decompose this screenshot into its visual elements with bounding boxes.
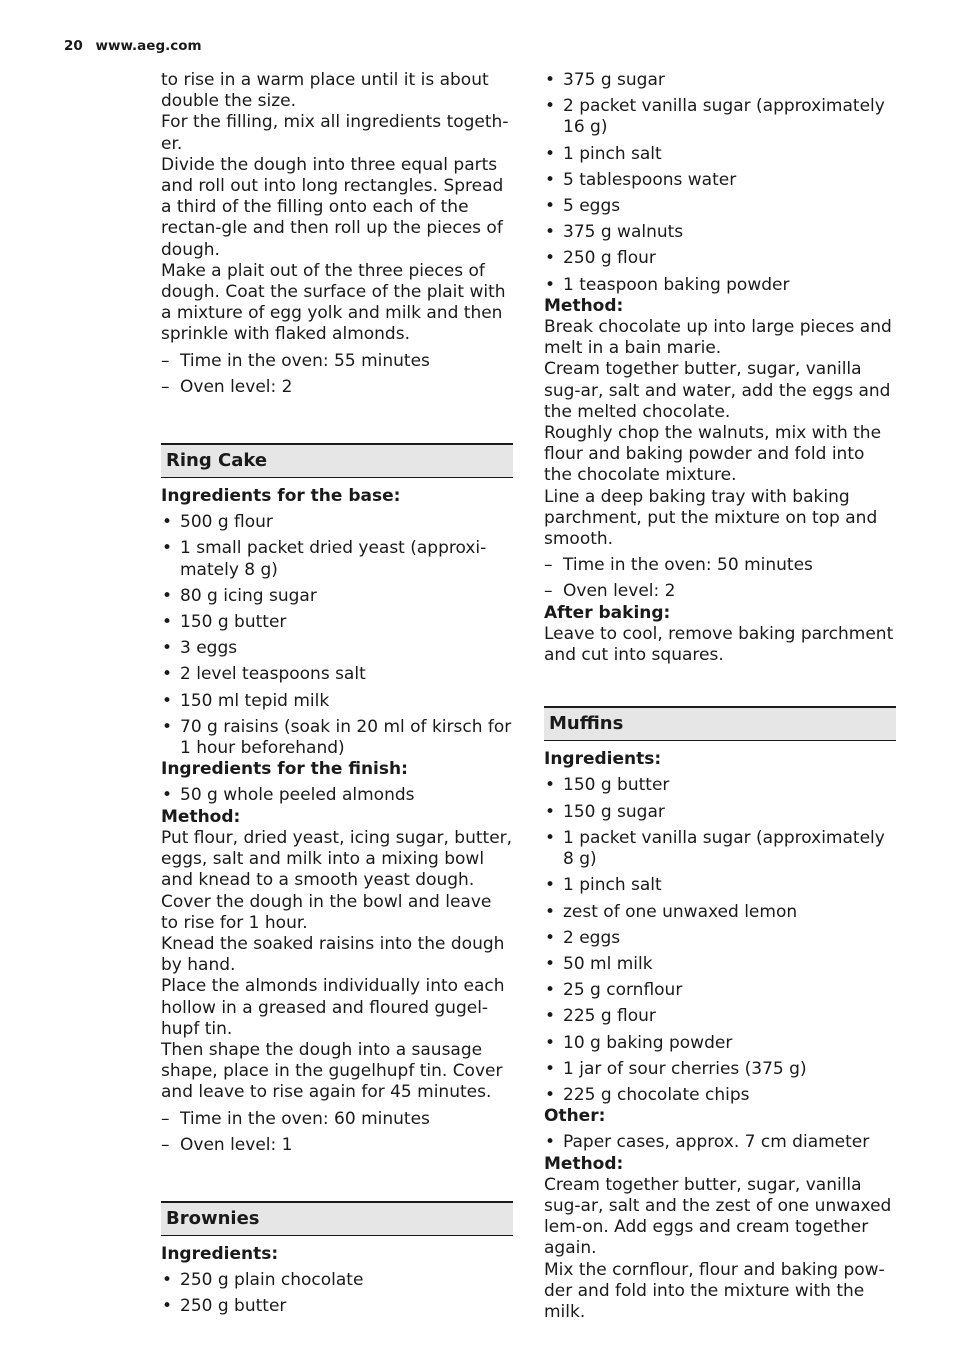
list-item: • 1 pinch salt <box>544 144 896 165</box>
ingredients-label: Ingredients: <box>544 749 662 770</box>
other-items-list <box>544 1132 896 1153</box>
list-item: • 150 g butter <box>544 775 896 796</box>
list-item: • 1 small packet dried yeast (approxi-mately 8 g) <box>161 538 513 580</box>
paragraph: Then shape the dough into a sausage shape, place in the gugelhupf tin. Cover and leave to rise again for 45 minutes. <box>161 1039 503 1103</box>
website-url[interactable]: www.aeg.com <box>95 38 202 54</box>
list-item: • 375 g walnuts <box>544 222 896 243</box>
paragraph: Mix the cornflour, flour and baking pow-der and fold into the mixture with the milk. <box>544 1259 885 1322</box>
list-item: • Paper cases, approx. 7 cm diameter <box>544 1132 896 1153</box>
list-item: • 3 eggs <box>161 638 513 659</box>
oven-level: – Oven level: 1 <box>161 1135 513 1156</box>
paragraph: Place the almonds individually into each hollow in a greased and floured gugel-hupf tin. <box>161 976 505 1039</box>
muffins-ingredients-list <box>544 775 896 1106</box>
list-item: • 250 g butter <box>161 1296 513 1317</box>
other-label: Other: <box>544 1106 606 1127</box>
list-item: • 70 g raisins (soak in 20 ml of kirsch for 1 hour beforehand) <box>161 717 513 759</box>
page-number: 20 <box>64 38 83 54</box>
list-item: • 5 tablespoons water <box>544 170 896 191</box>
right-column <box>544 70 896 1323</box>
list-item: • 250 g flour <box>544 248 896 269</box>
list-item: • 500 g flour <box>161 512 513 533</box>
oven-level: – Oven level: 2 <box>544 581 896 602</box>
list-item: • 2 level teaspoons salt <box>161 664 513 685</box>
paragraph: Make a plait out of the three pieces of dough. Coat the surface of the plait with a mixture of egg yolk and milk and then sprinkle with flaked almonds. <box>161 260 506 345</box>
ingredients-label: Ingredients: <box>161 1243 279 1264</box>
oven-level: – Oven level: 2 <box>161 377 513 398</box>
base-ingredients-list <box>161 512 513 759</box>
oven-time: – Time in the oven: 55 minutes <box>161 351 513 372</box>
list-item: • zest of one unwaxed lemon <box>544 902 896 923</box>
brownies-ingredients-list <box>161 1270 513 1317</box>
section-title-ring-cake: Ring Cake <box>161 443 513 478</box>
list-item: • 150 g sugar <box>544 802 896 823</box>
section-title-brownies: Brownies <box>161 1201 513 1236</box>
finish-ingredients-label: Ingredients for the finish: <box>161 759 408 780</box>
base-ingredients-label: Ingredients for the base: <box>161 486 401 507</box>
list-item: • 150 g butter <box>161 612 513 633</box>
after-baking-label: After baking: <box>544 602 671 623</box>
oven-time: – Time in the oven: 50 minutes <box>544 555 896 576</box>
list-item: • 2 packet vanilla sugar (approximately 16 g) <box>544 96 896 138</box>
paragraph: Roughly chop the walnuts, mix with the flour and baking powder and fold into the chocolate mixture. <box>544 423 882 486</box>
list-item: • 250 g plain chocolate <box>161 1270 513 1291</box>
section-title-muffins: Muffins <box>544 706 896 741</box>
list-item: • 25 g cornflour <box>544 980 896 1001</box>
brownies-ingredients-list-cont <box>544 70 896 296</box>
paragraph: For the filling, mix all ingredients togeth-er. <box>161 112 509 154</box>
paragraph: Break chocolate up into large pieces and melt in a bain marie. <box>544 317 892 359</box>
list-item: • 150 ml tepid milk <box>161 691 513 712</box>
paragraph: Put flour, dried yeast, icing sugar, butter, eggs, salt and milk into a mixing bowl and knead to a smooth yeast dough. Cover the dough in the bowl and leave to rise for 1 hour. <box>161 827 513 933</box>
list-item: • 1 teaspoon baking powder <box>544 275 896 296</box>
paragraph: to rise in a warm place until it is about double the size. <box>161 70 489 112</box>
list-item: • 375 g sugar <box>544 70 896 91</box>
list-item: • 10 g baking powder <box>544 1033 896 1054</box>
paragraph: Leave to cool, remove baking parchment and cut into squares. <box>544 623 894 666</box>
list-item: • 225 g chocolate chips <box>544 1085 896 1106</box>
list-item: • 1 jar of sour cherries (375 g) <box>544 1059 896 1080</box>
paragraph: Cream together butter, sugar, vanilla sug-ar, salt and water, add the eggs and the melted chocolate. <box>544 359 891 422</box>
method-label: Method: <box>161 806 241 827</box>
list-item: • 1 packet vanilla sugar (approximately 8 g) <box>544 828 896 870</box>
paragraph: Knead the soaked raisins into the dough by hand. <box>161 933 505 976</box>
paragraph: Cream together butter, sugar, vanilla sug-ar, salt and the zest of one unwaxed lem-on. Add eggs and cream together again. <box>544 1174 892 1259</box>
paragraph: Line a deep baking tray with baking parchment, put the mixture on top and smooth. <box>544 486 878 550</box>
list-item: • 50 ml milk <box>544 954 896 975</box>
method-label: Method: <box>544 295 624 316</box>
list-item: • 225 g flour <box>544 1006 896 1027</box>
page-header <box>64 38 202 54</box>
paragraph: Divide the dough into three equal parts and roll out into long rectangles. Spread a third of the filling onto each of the rectan-gle and then roll up the pieces of dough. <box>161 154 504 260</box>
list-item: • 1 pinch salt <box>544 875 896 896</box>
oven-time: – Time in the oven: 60 minutes <box>161 1109 513 1130</box>
finish-ingredients-list <box>161 785 513 806</box>
left-column <box>161 70 513 1323</box>
list-item: • 50 g whole peeled almonds <box>161 785 513 806</box>
list-item: • 2 eggs <box>544 928 896 949</box>
list-item: • 5 eggs <box>544 196 896 217</box>
list-item: • 80 g icing sugar <box>161 586 513 607</box>
method-label: Method: <box>544 1153 624 1174</box>
